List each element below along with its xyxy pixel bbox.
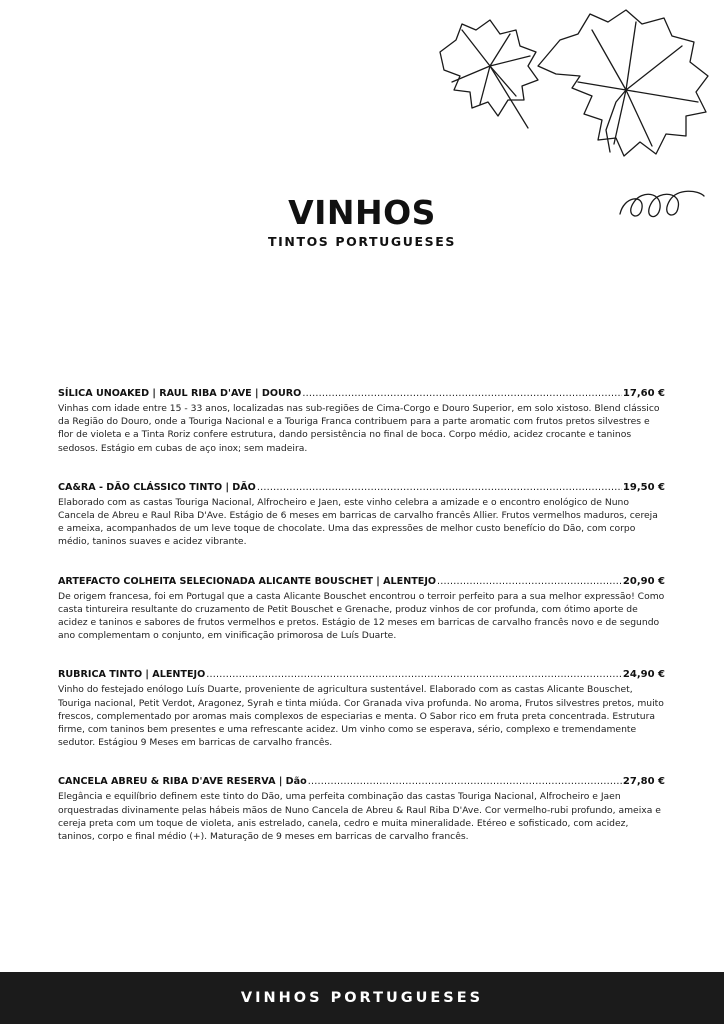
wine-description: Vinhas com idade entre 15 - 33 anos, localizadas nas sub-regiões de Cima-Corgo e Douro Superior, em solo xistoso. Blend clássico da Região do Douro, onde a Touriga Nacional e a Touriga Franca contribuem para a parte aromatic com frutos pretos silvestres e flor de violeta e a Tinta Roriz confere estrutura, dando persistência no final de boca. Corpo médio, acidez crocante e taninos sedosos. Estágio em cubas de aço inox; sem madeira. — [58, 403, 660, 454]
wine-name: CA&RA - DÃO CLÁSSICO TINTO | DÃO — [58, 481, 256, 493]
wine-item — [58, 576, 665, 643]
page-title: VINHOS — [288, 193, 436, 232]
wine-header — [58, 776, 665, 787]
wine-price: 24,90 € — [622, 669, 665, 681]
wine-name: ARTEFACTO COLHEITA SELECIONADA ALICANTE BOUSCHET | ALENTEJO — [58, 575, 437, 587]
wine-header — [58, 576, 665, 587]
wine-name: RUBRICA TINTO | ALENTEJO — [58, 669, 206, 681]
wine-item — [58, 776, 665, 843]
page-subtitle: TINTOS PORTUGUESES — [268, 234, 456, 249]
wine-price: 20,90 € — [622, 575, 665, 587]
wine-item — [58, 482, 665, 549]
wine-header — [58, 669, 665, 680]
wine-list — [58, 388, 665, 870]
dot-leader — [206, 669, 622, 680]
wine-description: Elaborado com as castas Touriga Nacional, Alfrocheiro e Jaen, este vinho celebra a amizade e o encontro enológico de Nuno Cancela de Abreu e Raul Riba D'Ave. Estágio de 6 meses em barricas de carvalho francês Allier. Frutos vermelhos maduros, cereja e ameixa, acompanhados de um leve toque de chocolate. Uma das expressões de melhor custo benefício do Dão, com corpo médio, taninos suaves e acidez vibrante. — [58, 496, 658, 548]
dot-leader — [437, 576, 622, 587]
wine-header — [58, 388, 665, 399]
wine-price: 17,60 € — [622, 388, 665, 399]
wine-price: 27,80 € — [622, 776, 665, 788]
footer-bar — [0, 972, 724, 1024]
wine-price: 19,50 € — [622, 481, 665, 493]
footer-text: VINHOS PORTUGUESES — [240, 990, 484, 1006]
dot-leader — [308, 776, 622, 787]
wine-description: Elegância e equilíbrio definem este tinto do Dão, uma perfeita combinação das castas Touriga Nacional, Alfrocheiro e Jaen orquestradas divinamente pelas hábeis mãos de Nuno Cancela de Abreu & Raul Riba D'Ave. Cor vermelho-rubi profundo, ameixa e cereja preta com um toque de violeta, anis estrelado, canela, cedro e muita mineralidade. Etéreo e sofisticado, com acidez, taninos, corpo e final médio (+). Maturação de 9 meses em barricas de carvalho francês. — [58, 791, 661, 843]
wine-description: Vinho do festejado enólogo Luís Duarte, proveniente de agricultura sustentável. Elaborado com as castas Alicante Bouschet, Touriga nacional, Petit Verdot, Aragonez, Syrah e tinta miúda. Cor Granada viva profunda. No aroma, Frutos silvestres pretos, muito frescos, complementado por aromas mais complexos de especiarias e menta. O Sabor rico em fruta preta concentrada. Estrutura firme, com taninos bem presentes e uma refrescante acidez. Um vinho como se esperava, sério, complexo e tremendamente sedutor. Estágiou 9 Meses em barricas de carvalho francês. — [58, 684, 664, 749]
wine-header — [58, 482, 665, 493]
dot-leader — [302, 388, 622, 399]
dot-leader — [257, 482, 622, 493]
wine-description: De origem francesa, foi em Portugal que a casta Alicante Bouschet encontrou o terroir perfeito para a sua melhor expressão! Como casta tintureira resultante do cruzamento de Petit Bouschet e Grenache, produz vinhos de cor profunda, com ótimo aporte de acidez e taninos e sabores de frutos vermelhos e pretos. Estágio de 12 meses em barricas de carvalho francês novo e de segundo ano complementam o conjunto, em vinificação primorosa de Luís Duarte. — [58, 590, 665, 642]
wine-item — [58, 669, 665, 749]
wine-name: CANCELA ABREU & RIBA D'AVE RESERVA | Dão — [58, 776, 307, 788]
wine-name: SÍLICA UNOAKED | RAUL RIBA D'AVE | DOURO — [58, 388, 302, 399]
wine-item — [58, 388, 665, 455]
